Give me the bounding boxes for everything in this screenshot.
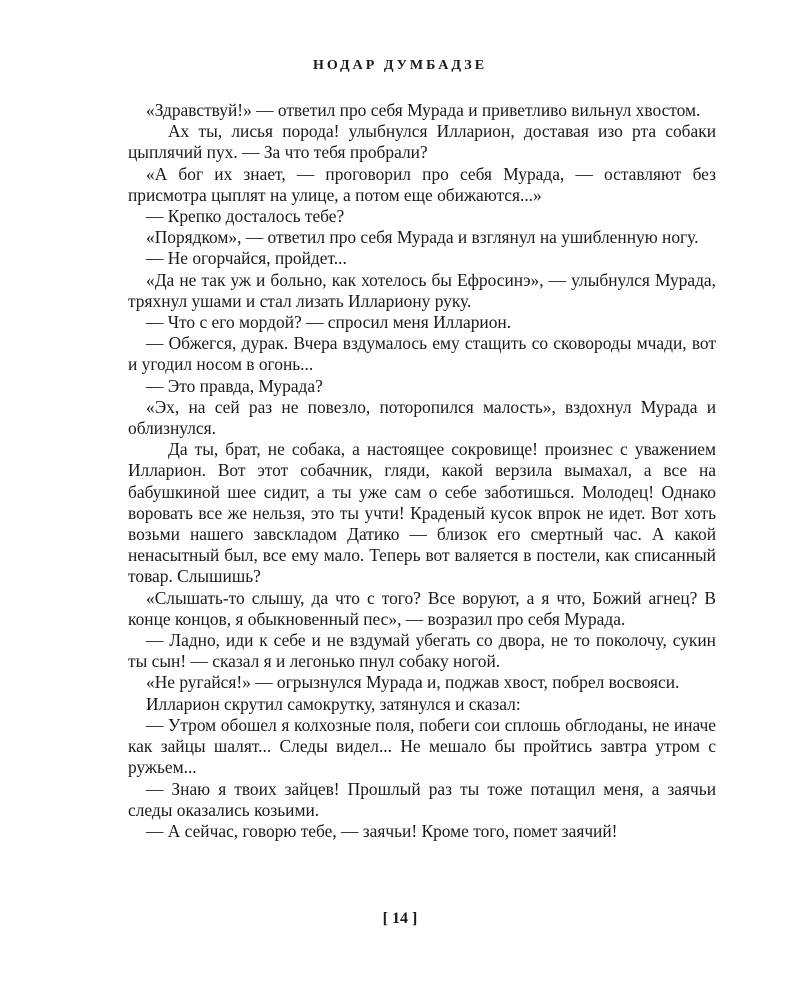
paragraph: «Порядком», — ответил про себя Мурада и взглянул на ушибленную ногу. bbox=[146, 227, 699, 248]
paragraph: — Не огорчайся, пройдет... bbox=[146, 248, 347, 269]
paragraph: «Не ругайся!» — огрызнулся Мурада и, поджав хвост, побрел восвояси. bbox=[146, 672, 680, 693]
paragraph: «Да не так уж и больно, как хотелось бы Ефросинэ», — улыбнулся Мурада, тряхнул ушами и стал лизать Иллариону руку. bbox=[128, 269, 716, 311]
paragraph: «А бог их знает, — проговорил про себя Мурада, — оставляют без присмотра цыплят на улице, а потом еще обижаются...» bbox=[128, 163, 716, 205]
paragraph: «Эх, на сей раз не повезло, поторопился малость», вздохнул Мурада и облизнулся. bbox=[128, 396, 716, 439]
paragraph: — А сейчас, говорю тебе, — заячьи! Кроме того, помет заячий! bbox=[146, 820, 618, 841]
paragraph: — Ладно, иди к себе и не вздумай убегать со двора, не то поколочу, сукин ты сын! — сказал я и легонько пнул собаку ногой. bbox=[128, 630, 716, 672]
page-number: [ 14 ] bbox=[382, 910, 418, 927]
running-header: НОДАР ДУМБАДЗЕ bbox=[312, 58, 488, 73]
body-text bbox=[128, 100, 716, 842]
paragraph: — Что с его мордой? — спросил меня Илларион. bbox=[146, 312, 512, 333]
paragraph: «Здравствуй!» — ответил про себя Мурада и приветливо вильнул хвостом. bbox=[146, 100, 701, 120]
paragraph: — Обжегся, дурак. Вчера вздумалось ему стащить со сковороды мчади, вот и угодил носом в огонь... bbox=[128, 333, 716, 375]
paragraph: — Знаю я твоих зайцев! Прошлый раз ты тоже потащил меня, а заячьи следы оказались козьими. bbox=[128, 778, 716, 820]
paragraph: Да ты, брат, не собака, а настоящее сокровище! произнес с уважением Илларион. Вот этот собачник, гляди, какой верзила вымахал, а все на бабушкиной шее сидит, а ты уже сам о себе заботишься. Молодец! Однако воровать все же нельзя, это ты учти! Краденый кусок впрок не идет. Вот хоть возьми нашего завскладом Датико — близок его смертный час. А какой ненасытный был, все ему мало. Теперь вот валяется в постели, как списанный товар. Слышишь? bbox=[128, 439, 716, 587]
paragraph: Ах ты, лисья порода! улыбнулся Илларион, доставая изо рта собаки цыплячий пух. — За что тебя пробрали? bbox=[128, 121, 716, 163]
paragraph: — Утром обошел я колхозные поля, побеги сои сплошь обглоданы, не иначе как зайцы шалят... Следы видел... Не мешало бы пройтись завтра утром с ружьем... bbox=[128, 714, 716, 778]
paragraph: — Это правда, Мурада? bbox=[146, 375, 323, 396]
paragraph: «Слышать-то слышу, да что с того? Все воруют, а я что, Божий агнец? В конце концов, я обыкновенный пес», — возразил про себя Мурада. bbox=[128, 587, 716, 629]
paragraph: Илларион скрутил самокрутку, затянулся и сказал: bbox=[146, 693, 521, 714]
paragraph: — Крепко досталось тебе? bbox=[146, 206, 345, 227]
